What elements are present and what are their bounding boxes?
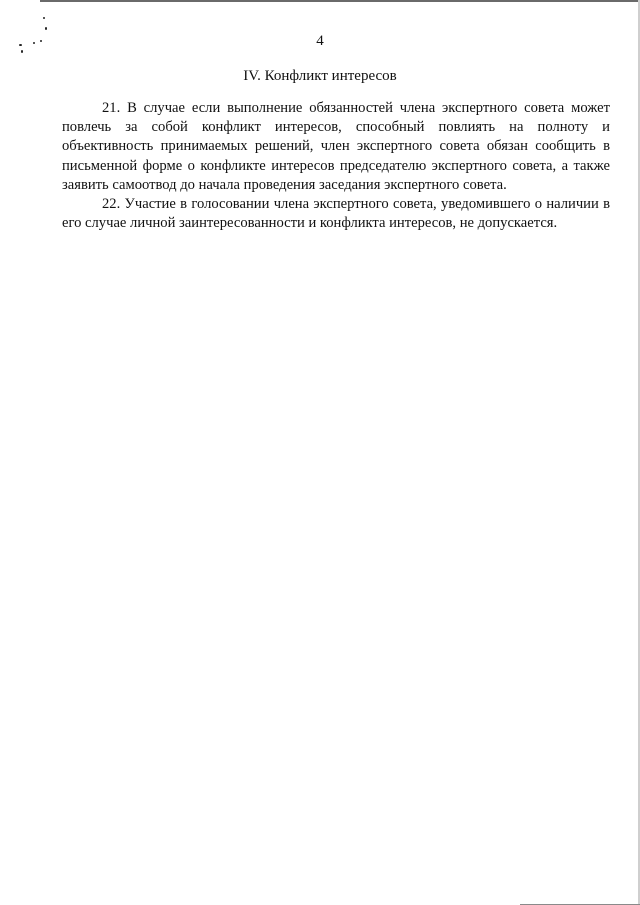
scan-edge-top [40,0,640,2]
section-title: IV. Конфликт интересов [243,68,397,84]
paragraph-22: 22. Участие в голосовании члена экспертного совета, уведомившего о наличии в его случае личной заинтересованности и конфликта интересов, не допускается. [62,196,610,232]
page-number: 4 [316,33,324,49]
section-body [62,99,610,233]
scan-speck [45,27,47,30]
scan-speck [43,17,45,19]
paragraph-21: 21. В случае если выполнение обязанностей члена экспертного совета может повлечь за собой конфликт интересов, способный повлиять на полноту и объективность принимаемых решений, член экспертного совета обязан сообщить в письменной форме о конфликте интересов председателю экспертного совета, а также заявить самоотвод до начала проведения заседания экспертного совета. [62,100,610,193]
scan-speck [21,50,23,53]
